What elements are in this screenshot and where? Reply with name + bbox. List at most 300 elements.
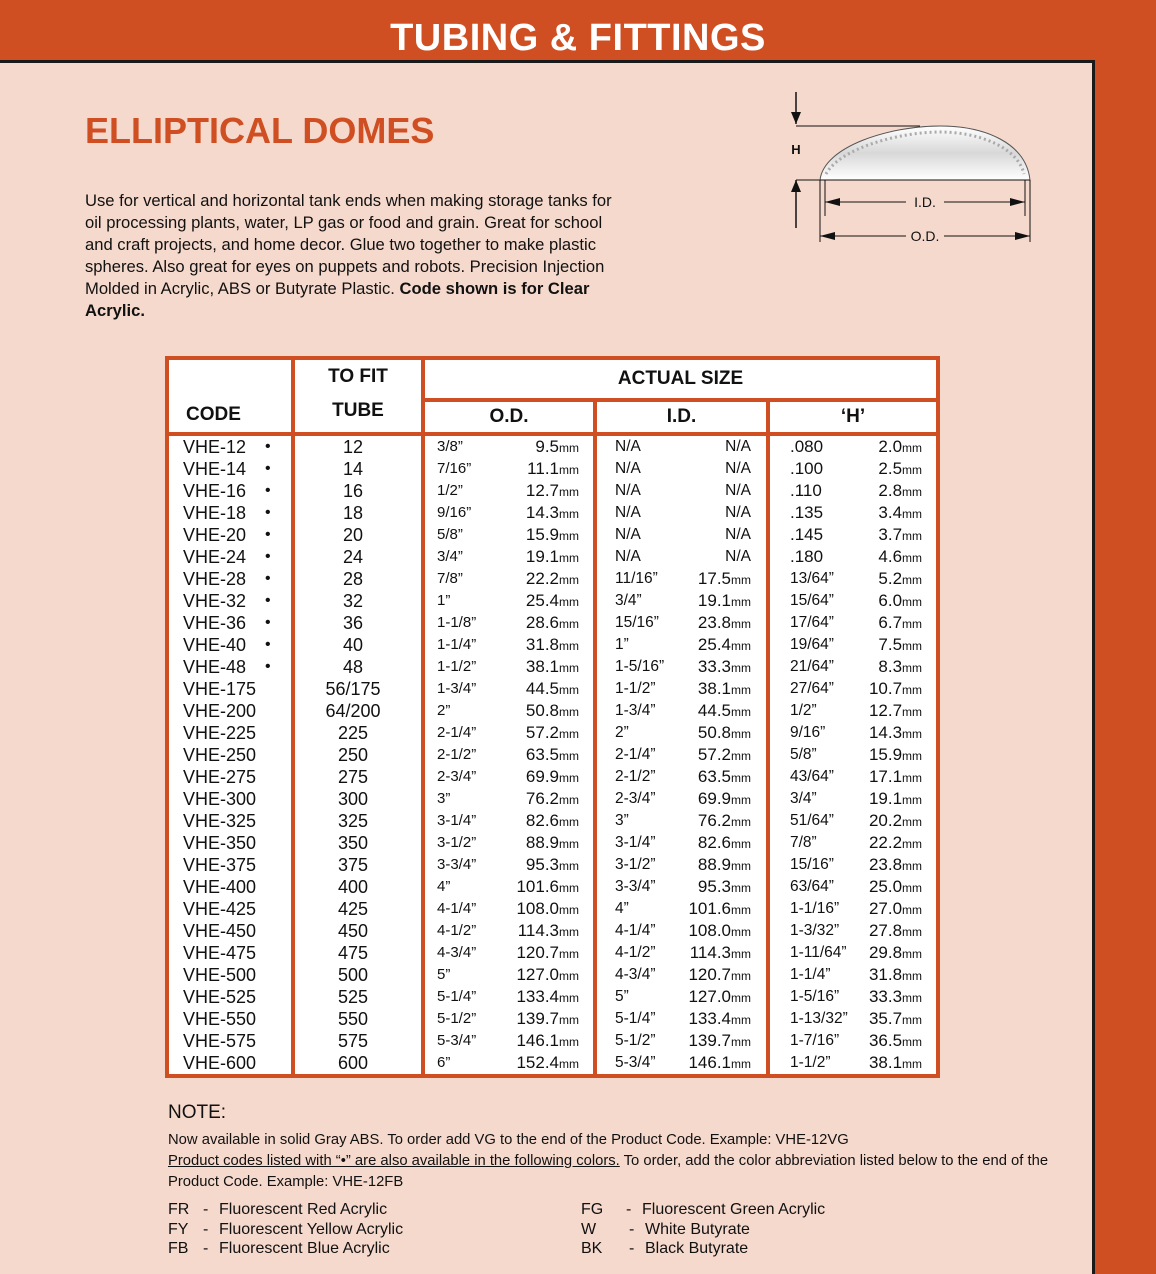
h-cell	[770, 700, 936, 722]
mm-value: 2.0mm	[878, 437, 923, 456]
mm-value: 10.7mm	[868, 679, 923, 698]
od-inches: 6”	[437, 1054, 451, 1071]
mm-value: 120.7mm	[516, 943, 579, 962]
product-code: VHE-575	[183, 1031, 257, 1051]
table-row-code	[169, 964, 291, 986]
header-od: O.D.	[423, 400, 595, 434]
id-cell	[597, 1008, 766, 1030]
h-cell	[770, 722, 936, 744]
mm-value: 88.9mm	[525, 833, 579, 852]
h-inches: 1/2”	[790, 702, 817, 719]
h-cell	[770, 964, 936, 986]
od-inches: 7/16”	[437, 460, 472, 477]
od-cell	[425, 986, 593, 1008]
mm-value: 44.5mm	[525, 679, 579, 698]
od-cell	[425, 656, 593, 678]
mm-value: 23.8mm	[868, 855, 923, 874]
description-bold: Code shown is for Clear Acrylic.	[85, 279, 590, 320]
tube-size: 40	[342, 635, 364, 655]
tube-size: 32	[342, 591, 364, 611]
id-inches: 1-3/4”	[615, 702, 656, 719]
id-inches: 2-1/2”	[615, 768, 656, 785]
mm-value: 2.8mm	[878, 481, 923, 500]
h-cell	[770, 986, 936, 1008]
id-inches: 4-3/4”	[615, 966, 656, 983]
mm-value: 19.1mm	[525, 547, 579, 566]
h-inches: 15/16”	[790, 856, 834, 873]
h-cell	[770, 546, 936, 568]
od-inches: 1-3/4”	[437, 680, 477, 697]
color-available-dot: •	[265, 460, 271, 477]
tube-size: 500	[337, 965, 369, 985]
od-inches: 4-1/4”	[437, 900, 477, 917]
color-name: Fluorescent Red Acrylic	[219, 1201, 388, 1218]
id-cell	[597, 898, 766, 920]
mm-value: 139.7mm	[516, 1009, 579, 1028]
mm-value: 38.1mm	[525, 657, 579, 676]
id-cell	[597, 788, 766, 810]
table-row-code	[169, 942, 291, 964]
h-inches: 5/8”	[790, 746, 817, 763]
tube-size: 525	[337, 987, 369, 1007]
product-code: VHE-300	[183, 789, 257, 809]
mm-value: 31.8mm	[525, 635, 579, 654]
mm-value: 9.5mm	[535, 437, 579, 456]
table-row-code	[169, 1008, 291, 1030]
table-row-code	[169, 458, 291, 480]
product-code: VHE-16	[183, 481, 247, 501]
mm-value: 27.8mm	[868, 921, 923, 940]
h-inches: 21/64”	[790, 658, 834, 675]
od-inches: 3-1/2”	[437, 834, 477, 851]
color-code: FY	[168, 1220, 189, 1238]
id-cell	[597, 722, 766, 744]
id-cell	[597, 458, 766, 480]
h-inches: 9/16”	[790, 724, 826, 741]
section-description	[85, 190, 625, 322]
od-cell	[425, 568, 593, 590]
mm-value: 14.3mm	[868, 723, 923, 742]
h-cell	[770, 832, 936, 854]
id-inches: N/A	[615, 548, 641, 565]
h-inches: 51/64”	[790, 812, 834, 829]
color-name: Fluorescent Yellow Acrylic	[219, 1220, 404, 1238]
table-row-code	[169, 678, 291, 700]
table-row-code	[169, 854, 291, 876]
mm-value: 35.7mm	[868, 1009, 923, 1028]
od-inches: 2”	[437, 702, 451, 719]
section-title: ELLIPTICAL DOMES	[85, 110, 435, 151]
od-cell	[425, 920, 593, 942]
od-inches: 3/8”	[437, 438, 463, 455]
description-text: Use for vertical and horizontal tank ends when making storage tanks for oil processing plants, water, LP gas or food and grain. Great for school and craft projects, and home decor. Glue two together to make plastic spheres. Also great for eyes on puppets and robots. Precision Injection Molded in Acrylic, ABS or Butyrate Plastic.	[85, 191, 612, 298]
table-row-code	[169, 634, 291, 656]
table-row-code	[169, 546, 291, 568]
id-cell	[597, 524, 766, 546]
mm-value: 44.5mm	[697, 701, 751, 720]
tube-size: 20	[342, 525, 364, 545]
page-header-title: TUBING & FITTINGS	[390, 17, 766, 59]
mm-value: 69.9mm	[697, 789, 751, 808]
h-inches: .100	[790, 459, 824, 478]
color-list-right	[581, 1200, 825, 1259]
h-cell	[770, 568, 936, 590]
od-inches: 3”	[437, 790, 451, 807]
h-inches: 1-7/16”	[790, 1032, 840, 1049]
mm-value: 33.3mm	[697, 657, 751, 676]
product-code: VHE-36	[183, 613, 247, 633]
product-code: VHE-40	[183, 635, 247, 655]
mm-value: 6.7mm	[878, 613, 923, 632]
color-available-dot: •	[265, 526, 271, 543]
mm-value: 19.1mm	[697, 591, 751, 610]
id-mm: N/A	[725, 460, 751, 477]
id-cell	[597, 590, 766, 612]
h-inches: 19/64”	[790, 636, 834, 653]
tube-size: 225	[337, 723, 369, 743]
header-divider	[0, 60, 1094, 63]
od-cell	[425, 1008, 593, 1030]
mm-value: 27.0mm	[868, 899, 923, 918]
od-cell	[425, 1052, 593, 1074]
color-code: BK	[581, 1240, 603, 1257]
id-cell	[597, 612, 766, 634]
od-cell	[425, 700, 593, 722]
color-code: FG	[581, 1201, 604, 1218]
od-inches: 5-1/4”	[437, 988, 477, 1005]
color-available-dot: •	[265, 614, 271, 631]
side-divider	[1092, 60, 1095, 1274]
od-cell	[425, 810, 593, 832]
h-cell	[770, 942, 936, 964]
od-cell	[425, 590, 593, 612]
id-inches: 2-3/4”	[615, 790, 656, 807]
table-row-code	[169, 480, 291, 502]
h-inches: .180	[790, 547, 824, 566]
h-inches: 1-5/16”	[790, 988, 840, 1005]
mm-value: 22.2mm	[525, 569, 579, 588]
id-inches: N/A	[615, 460, 641, 477]
mm-value: 114.3mm	[689, 943, 751, 962]
h-cell	[770, 898, 936, 920]
od-cell	[425, 678, 593, 700]
mm-value: 76.2mm	[525, 789, 579, 808]
tube-size: 28	[342, 569, 364, 589]
h-inches: .110	[790, 481, 822, 500]
od-inches: 1-1/2”	[437, 658, 477, 675]
mm-value: 20.2mm	[868, 811, 923, 830]
h-column	[768, 434, 938, 1076]
h-cell	[770, 766, 936, 788]
mm-value: 11.1mm	[527, 459, 579, 478]
h-cell	[770, 1030, 936, 1052]
h-cell	[770, 436, 936, 458]
color-available-dot: •	[265, 438, 271, 455]
id-mm: N/A	[725, 482, 751, 499]
mm-value: 82.6mm	[525, 811, 579, 830]
mm-value: 139.7mm	[688, 1031, 751, 1050]
h-cell	[770, 1008, 936, 1030]
mm-value: 17.5mm	[697, 569, 751, 588]
product-code: VHE-425	[183, 899, 257, 919]
header-bar	[0, 0, 1156, 62]
id-cell	[597, 480, 766, 502]
note-line-2	[168, 1151, 1068, 1193]
color-item: FB - Fluorescent Blue Acrylic	[168, 1240, 390, 1257]
tube-size: 12	[342, 437, 364, 457]
table-row-code	[169, 920, 291, 942]
tube-size: 275	[337, 767, 369, 787]
color-available-dot: •	[265, 658, 271, 675]
mm-value: 76.2mm	[697, 811, 751, 830]
color-item: FG - Fluorescent Green Acrylic	[581, 1201, 826, 1218]
od-inches: 1”	[437, 592, 451, 609]
color-list-left	[168, 1200, 403, 1259]
product-code: VHE-12	[183, 437, 247, 457]
id-cell	[597, 810, 766, 832]
od-cell	[425, 744, 593, 766]
mm-value: 36.5mm	[868, 1031, 923, 1050]
tube-size: 450	[337, 921, 369, 941]
h-cell	[770, 524, 936, 546]
color-item: BK - Black Butyrate	[581, 1240, 749, 1257]
product-code: VHE-250	[183, 745, 257, 765]
id-cell	[597, 546, 766, 568]
mm-value: 114.3mm	[517, 921, 579, 940]
id-cell	[597, 678, 766, 700]
od-inches: 3-1/4”	[437, 812, 477, 829]
od-cell	[425, 722, 593, 744]
id-inches: 3-1/2”	[615, 856, 656, 873]
table-row-code	[169, 568, 291, 590]
od-cell	[425, 832, 593, 854]
id-column	[595, 434, 768, 1076]
note-heading: NOTE:	[168, 1102, 227, 1123]
h-inches: 7/8”	[790, 834, 817, 851]
mm-value: 15.9mm	[525, 525, 579, 544]
header-h: ‘H’	[768, 400, 938, 434]
h-cell	[770, 1052, 936, 1074]
tube-size: 425	[337, 899, 369, 919]
id-cell	[597, 854, 766, 876]
mm-value: 38.1mm	[868, 1053, 923, 1072]
id-mm: N/A	[725, 526, 751, 543]
od-cell	[425, 436, 593, 458]
product-code: VHE-225	[183, 723, 257, 743]
od-inches: 5”	[437, 966, 451, 983]
header-actual-size: ACTUAL SIZE	[423, 358, 938, 400]
tube-size: 250	[337, 745, 369, 765]
h-cell	[770, 876, 936, 898]
mm-value: 88.9mm	[697, 855, 751, 874]
table-row-code	[169, 656, 291, 678]
tube-size: 14	[342, 459, 364, 479]
od-inches: 2-1/4”	[437, 724, 477, 741]
table-row-code	[169, 612, 291, 634]
od-inches: 5-1/2”	[437, 1010, 477, 1027]
od-inches: 5-3/4”	[437, 1032, 477, 1049]
id-mm: N/A	[725, 438, 751, 455]
mm-value: 15.9mm	[868, 745, 923, 764]
tube-size: 400	[337, 877, 369, 897]
table-row-code	[169, 1030, 291, 1052]
od-inches: 4”	[437, 878, 451, 895]
id-cell	[597, 766, 766, 788]
id-inches: N/A	[615, 504, 641, 521]
tube-size: 56/175	[325, 679, 381, 699]
side-bar	[1094, 62, 1156, 1274]
note-line-1: Now available in solid Gray ABS. To order add VG to the end of the Product Code. Example: VHE-12VG	[168, 1132, 849, 1148]
mm-value: 95.3mm	[697, 877, 751, 896]
h-inches: 1-1/16”	[790, 900, 840, 917]
mm-value: 101.6mm	[688, 899, 751, 918]
od-cell	[425, 458, 593, 480]
table-row-code	[169, 502, 291, 524]
note-line-2-underlined: Product codes listed with “•” are also available in the following colors.	[168, 1153, 620, 1169]
product-code: VHE-200	[183, 701, 257, 721]
id-inches: N/A	[615, 482, 641, 499]
tube-size: 24	[342, 547, 364, 567]
h-cell	[770, 678, 936, 700]
h-cell	[770, 788, 936, 810]
color-code: FB	[168, 1240, 189, 1257]
od-inches: 4-1/2”	[437, 922, 477, 939]
table-row-code	[169, 590, 291, 612]
table-row-code	[169, 810, 291, 832]
color-name: Fluorescent Green Acrylic	[642, 1201, 826, 1218]
id-cell	[597, 920, 766, 942]
h-cell	[770, 480, 936, 502]
mm-value: 101.6mm	[516, 877, 579, 896]
product-code: VHE-32	[183, 591, 247, 611]
color-item: W - White Butyrate	[581, 1220, 750, 1238]
mm-value: 22.2mm	[868, 833, 923, 852]
id-cell	[597, 568, 766, 590]
product-code: VHE-275	[183, 767, 257, 787]
id-cell	[597, 964, 766, 986]
tube-size: 36	[342, 613, 364, 633]
mm-value: 17.1mm	[868, 767, 923, 786]
mm-value: 146.1mm	[516, 1031, 579, 1050]
od-cell	[425, 480, 593, 502]
h-inches: 43/64”	[790, 768, 834, 785]
header-to-fit-line2: TUBE	[332, 400, 384, 421]
note-section	[168, 1102, 1068, 1193]
mm-value: 108.0mm	[688, 921, 751, 940]
od-cell	[425, 876, 593, 898]
mm-value: 146.1mm	[688, 1053, 751, 1072]
id-inches: 3-3/4”	[615, 878, 656, 895]
h-inches: 1-1/4”	[790, 966, 831, 983]
mm-value: 23.8mm	[697, 613, 751, 632]
table-row-code	[169, 1052, 291, 1074]
h-cell	[770, 458, 936, 480]
color-available-dot: •	[265, 548, 271, 565]
od-inches: 3-3/4”	[437, 856, 477, 873]
tube-size: 575	[337, 1031, 369, 1051]
mm-value: 4.6mm	[878, 547, 923, 566]
h-inches: 1-1/2”	[790, 1054, 831, 1071]
table-row-code	[169, 766, 291, 788]
color-item: FR - Fluorescent Red Acrylic	[168, 1201, 388, 1218]
tube-column	[293, 434, 423, 1076]
id-cell	[597, 700, 766, 722]
tube-size: 475	[337, 943, 369, 963]
mm-value: 57.2mm	[525, 723, 579, 742]
mm-value: 5.2mm	[878, 569, 923, 588]
product-code: VHE-28	[183, 569, 247, 589]
mm-value: 133.4mm	[516, 987, 579, 1006]
mm-value: 63.5mm	[525, 745, 579, 764]
h-inches: 1-3/32”	[790, 922, 840, 939]
od-cell	[425, 854, 593, 876]
id-inches: 5”	[615, 988, 629, 1005]
od-cell	[425, 612, 593, 634]
mm-value: 31.8mm	[868, 965, 923, 984]
id-inches: 11/16”	[615, 570, 658, 587]
color-name: Fluorescent Blue Acrylic	[219, 1240, 390, 1257]
color-available-dot: •	[265, 592, 271, 609]
od-cell	[425, 898, 593, 920]
mm-value: 69.9mm	[525, 767, 579, 786]
dimensions-table	[165, 356, 940, 1078]
od-column	[423, 434, 595, 1076]
h-cell	[770, 744, 936, 766]
tube-size: 18	[342, 503, 364, 523]
id-cell	[597, 502, 766, 524]
mm-value: 28.6mm	[525, 613, 579, 632]
mm-value: 7.5mm	[878, 635, 923, 654]
header-to-fit-line1: TO FIT	[328, 366, 388, 387]
id-inches: 4”	[615, 900, 629, 917]
mm-value: 50.8mm	[697, 723, 751, 742]
h-cell	[770, 656, 936, 678]
dome-diagram	[780, 88, 1040, 248]
id-inches: 4-1/2”	[615, 944, 656, 961]
mm-value: 57.2mm	[697, 745, 751, 764]
od-inches: 1-1/4”	[437, 636, 477, 653]
id-inches: 3/4”	[615, 592, 642, 609]
product-code: VHE-550	[183, 1009, 257, 1029]
mm-value: 25.4mm	[525, 591, 579, 610]
mm-value: 3.7mm	[878, 525, 923, 544]
table-row-code	[169, 788, 291, 810]
id-inches: 5-1/2”	[615, 1032, 656, 1049]
h-cell	[770, 612, 936, 634]
id-cell	[597, 744, 766, 766]
table-row-code	[169, 524, 291, 546]
mm-value: 14.3mm	[525, 503, 579, 522]
product-code: VHE-475	[183, 943, 257, 963]
h-inches: .080	[790, 437, 824, 456]
od-cell	[425, 502, 593, 524]
diagram-id-label: I.D.	[914, 194, 936, 210]
id-inches: 2”	[615, 724, 629, 741]
od-inches: 5/8”	[437, 526, 463, 543]
product-code: VHE-350	[183, 833, 257, 853]
color-name: White Butyrate	[645, 1220, 750, 1238]
id-cell	[597, 832, 766, 854]
product-code: VHE-20	[183, 525, 247, 545]
mm-value: 127.0mm	[688, 987, 751, 1006]
product-code: VHE-500	[183, 965, 257, 985]
tube-size: 550	[337, 1009, 369, 1029]
h-inches: 1-13/32”	[790, 1010, 848, 1027]
note-line-2-rest: To order, add the color abbreviation listed below to the end of the Product Code. Example: VHE-12FB	[168, 1153, 1049, 1190]
header-to-fit	[293, 358, 423, 434]
tube-size: 600	[337, 1053, 369, 1073]
product-code: VHE-400	[183, 877, 257, 897]
